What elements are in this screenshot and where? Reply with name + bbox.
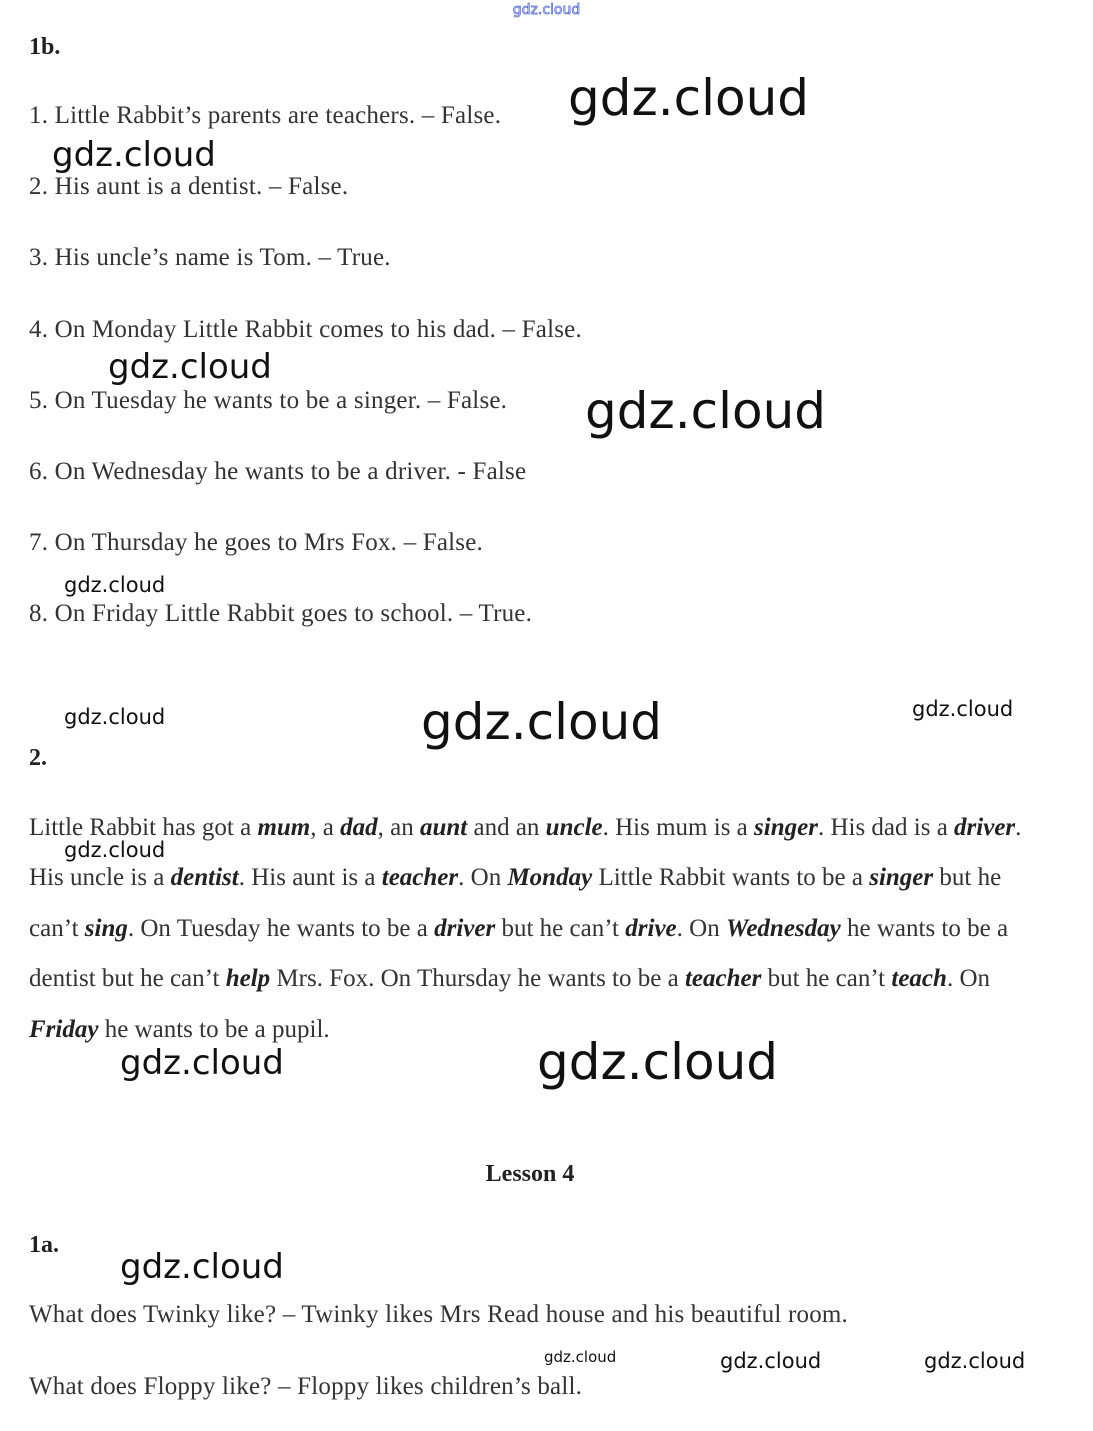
answer-line-6: 6. On Wednesday he wants to be a driver. - False	[29, 458, 527, 485]
answer-word: driver	[434, 914, 496, 942]
watermark-text: gdz.cloud	[64, 838, 166, 862]
answer-word: mum	[257, 814, 311, 841]
answer-word: teacher	[381, 864, 459, 892]
text-run: . On	[676, 914, 726, 942]
answer-word: dad	[340, 814, 378, 841]
answer-word: help	[225, 965, 271, 993]
answer-word: uncle	[545, 814, 603, 841]
answer-word: driver	[954, 814, 1016, 841]
text-run: but he can’t	[495, 914, 626, 942]
text-run: . His dad is a	[817, 814, 955, 841]
answer-word: teacher	[684, 965, 762, 993]
answer-word: Wednesday	[725, 914, 841, 942]
text-run: , a	[310, 814, 341, 841]
answer-word: aunt	[419, 814, 468, 841]
watermark-text: gdz.cloud	[912, 697, 1014, 721]
answer-word: teach	[891, 965, 947, 993]
qa-line-2: What does Floppy like? – Floppy likes children’s ball.	[29, 1373, 583, 1400]
text-run: Little Rabbit has got a	[29, 814, 258, 841]
watermark-text: gdz.cloud	[544, 1348, 617, 1366]
text-run: he wants to be a pupil.	[98, 1015, 330, 1043]
text-run: . His aunt is a	[238, 864, 382, 892]
answer-word: Friday	[29, 1015, 99, 1043]
watermark-text: gdz.cloud	[64, 573, 166, 597]
watermark-text: gdz.cloud	[108, 347, 272, 387]
watermark-text: gdz.cloud	[120, 1247, 284, 1287]
answer-line-4: 4. On Monday Little Rabbit comes to his dad. – False.	[29, 316, 582, 343]
lesson-title: Lesson 4	[485, 1161, 575, 1187]
answer-word: dentist	[170, 864, 239, 892]
text-run: Little Rabbit wants to be a	[592, 864, 870, 892]
section-2-heading: 2.	[29, 745, 47, 771]
watermark-text: gdz.cloud	[924, 1349, 1026, 1373]
answer-line-7: 7. On Thursday he goes to Mrs Fox. – False.	[29, 529, 483, 556]
answer-line-1: 1. Little Rabbit’s parents are teachers. – False.	[29, 102, 502, 129]
answer-line-8: 8. On Friday Little Rabbit goes to school. – True.	[29, 600, 533, 627]
answer-word: singer	[754, 814, 818, 841]
text-run: . His uncle is a	[29, 814, 1022, 892]
text-run: and an	[467, 814, 546, 841]
watermark-text: gdz.cloud	[585, 382, 827, 440]
text-run: he wants to be a dentist but he can’t	[29, 914, 1009, 993]
answer-line-3: 3. His uncle’s name is Tom. – True.	[29, 244, 391, 271]
text-run: . On	[946, 965, 990, 993]
answer-word: sing	[84, 914, 128, 942]
watermark-text: gdz.cloud	[52, 135, 216, 175]
watermark-text: gdz.cloud	[64, 705, 166, 729]
qa-line-1: What does Twinky like? – Twinky likes Mrs Read house and his beautiful room.	[29, 1301, 848, 1328]
answer-word: drive	[625, 914, 677, 942]
answer-line-2: 2. His aunt is a dentist. – False.	[29, 173, 349, 200]
text-run: but he can’t	[761, 965, 892, 993]
answer-word: singer	[869, 864, 934, 892]
text-run: , an	[377, 814, 420, 841]
text-run: . On	[458, 864, 508, 892]
header-watermark: gdz.cloud	[512, 2, 581, 18]
text-run: . On Tuesday he wants to be a	[127, 914, 435, 942]
text-run: but he can’t	[29, 864, 1002, 942]
text-run: Mrs. Fox. On Thursday he wants to be a	[270, 965, 685, 993]
answer-word: Monday	[507, 864, 593, 892]
text-run: . His mum is a	[602, 814, 755, 841]
watermark-text: gdz.cloud	[568, 69, 810, 127]
watermark-text: gdz.cloud	[120, 1043, 284, 1083]
answer-line-5: 5. On Tuesday he wants to be a singer. – False.	[29, 387, 508, 414]
watermark-text: gdz.cloud	[537, 1033, 779, 1091]
section-1b-heading: 1b.	[29, 34, 61, 60]
section-1a-heading: 1a.	[29, 1232, 59, 1258]
watermark-text: gdz.cloud	[720, 1349, 822, 1373]
watermark-text: gdz.cloud	[421, 693, 663, 751]
section-2-paragraph	[29, 803, 1039, 1055]
